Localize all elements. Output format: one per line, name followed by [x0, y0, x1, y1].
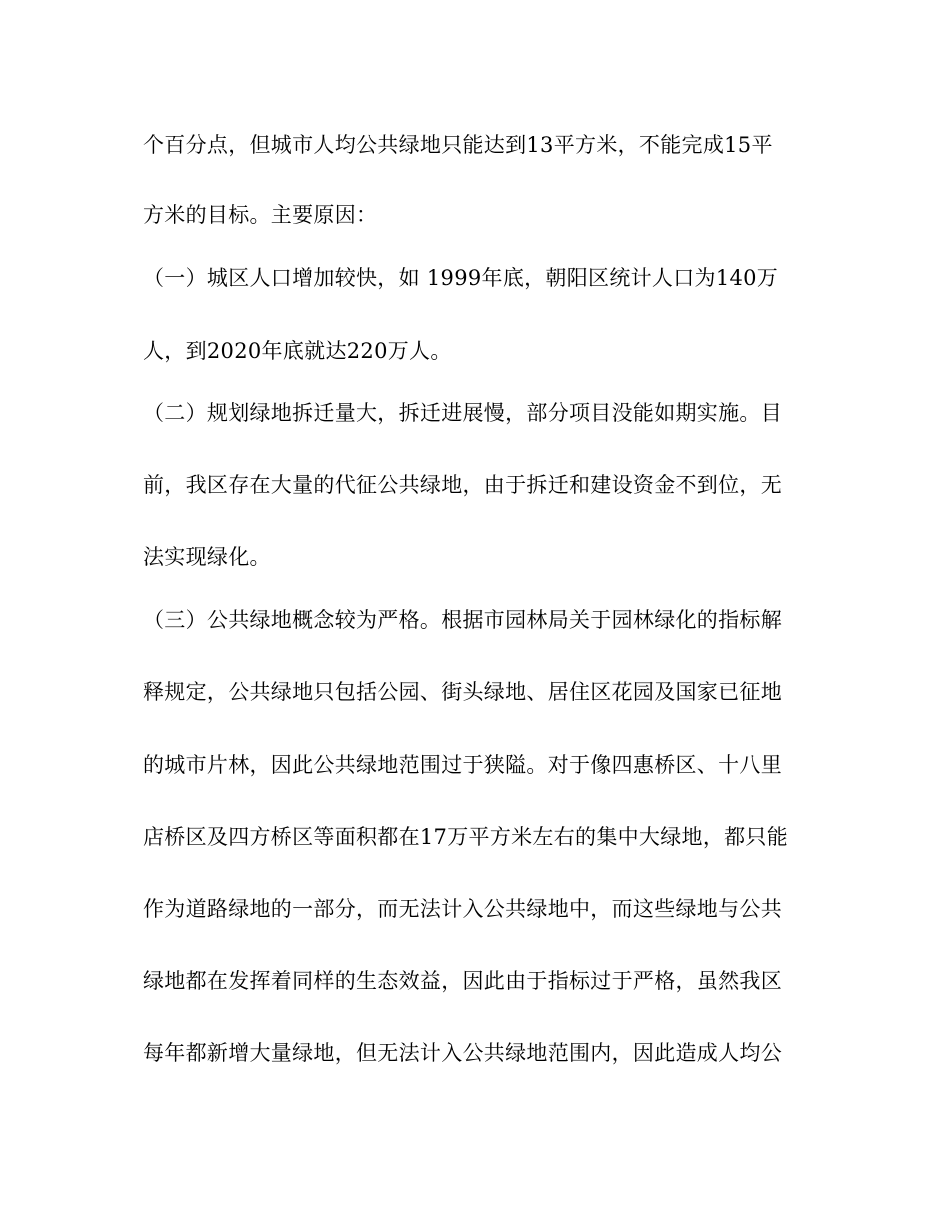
text-line-11: 店桥区及四方桥区等面积都在17万平方米左右的集中大绿地，都只能: [143, 825, 789, 849]
text-line-6: 前，我区存在大量的代征公共绿地，由于拆迁和建设资金不到位，无: [143, 473, 782, 497]
text-line-8: （三）公共绿地概念较为严格。根据市园林局关于园林绿化的指标解: [143, 608, 782, 632]
text-line-10: 的城市片林，因此公共绿地范围过于狭隘。对于像四惠桥区、十八里: [143, 753, 782, 777]
text-line-7: 法实现绿化。: [143, 545, 271, 569]
text-line-4: 人，到2020年底就达220万人。: [143, 339, 452, 363]
text-line-9: 释规定，公共绿地只包括公园、街头绿地、居住区花园及国家已征地: [143, 680, 782, 704]
text-line-1: 个百分点，但城市人均公共绿地只能达到13平方米，不能完成15平: [143, 133, 773, 157]
text-line-13: 绿地都在发挥着同样的生态效益，因此由于指标过于严格，虽然我区: [143, 969, 782, 993]
text-line-2: 方米的目标。主要原因：: [143, 203, 378, 227]
text-line-12: 作为道路绿地的一部分，而无法计入公共绿地中，而这些绿地与公共: [143, 897, 782, 921]
text-line-5: （二）规划绿地拆迁量大，拆迁进展慢，部分项目没能如期实施。目: [143, 401, 782, 425]
text-line-3: （一）城区人口增加较快，如 1999年底，朝阳区统计人口为140万: [143, 266, 779, 290]
text-line-14: 每年都新增大量绿地，但无法计入公共绿地范围内，因此造成人均公: [143, 1041, 782, 1065]
